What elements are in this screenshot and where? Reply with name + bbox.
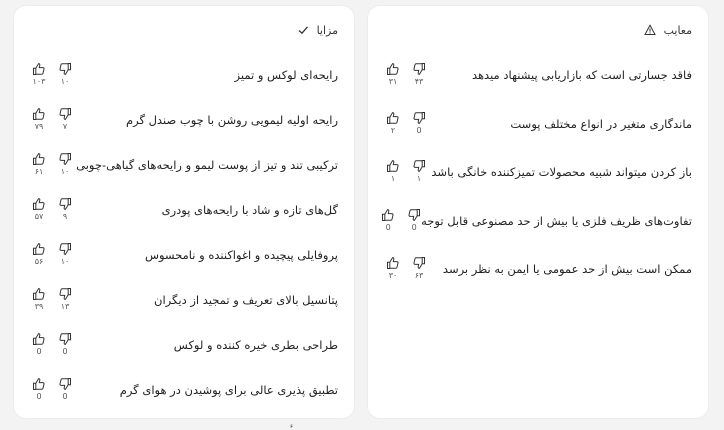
dislike-count: ۷: [62, 122, 68, 131]
like-count: ۷۹: [34, 122, 44, 131]
dislike-count: ۱۰: [60, 167, 70, 176]
like-vote[interactable]: [32, 332, 46, 356]
cons-title: معایب: [663, 23, 692, 37]
thumbs-down-icon[interactable]: [58, 332, 72, 346]
vote-group: [32, 332, 72, 356]
like-vote[interactable]: [32, 107, 46, 131]
like-vote[interactable]: [386, 159, 400, 183]
thumbs-up-icon[interactable]: [386, 111, 400, 125]
thumbs-down-icon[interactable]: [58, 242, 72, 256]
thumbs-down-icon[interactable]: [58, 377, 72, 391]
dislike-count: 0: [411, 222, 417, 232]
thumbs-down-icon[interactable]: [58, 62, 72, 76]
thumbs-down-icon[interactable]: [58, 197, 72, 211]
pros-list: [30, 62, 338, 422]
like-vote[interactable]: [32, 377, 46, 401]
dislike-vote[interactable]: [412, 111, 426, 135]
pros-item-text: گل‌های تازه و شاد با رایحه‌های پودری: [161, 203, 338, 217]
like-count: 0: [36, 347, 42, 356]
dislike-vote[interactable]: [58, 197, 72, 221]
thumbs-down-icon[interactable]: [412, 62, 426, 76]
dislike-count: 0: [416, 125, 422, 135]
pros-header: [30, 20, 338, 40]
dislike-vote[interactable]: [407, 208, 421, 232]
like-count: ۲: [390, 125, 396, 135]
like-vote[interactable]: [386, 256, 400, 280]
dislike-count: ۱: [416, 174, 422, 183]
like-count: 0: [385, 222, 391, 232]
like-count: ۳۰: [388, 271, 398, 280]
thumbs-down-icon[interactable]: [58, 287, 72, 301]
thumbs-up-icon[interactable]: [32, 242, 46, 256]
thumbs-up-icon[interactable]: [32, 107, 46, 121]
vote-group: [32, 377, 72, 401]
vote-group: [386, 256, 426, 280]
like-vote[interactable]: [381, 208, 395, 232]
like-count: ۶۱: [34, 167, 44, 176]
pros-item: [30, 62, 338, 107]
vote-group: [32, 197, 72, 221]
pros-item-text: پروفایلی پیچیده و اغواکننده و نامحسوس: [144, 248, 338, 262]
pros-item: [30, 332, 338, 377]
dislike-vote[interactable]: [58, 152, 72, 176]
like-count: ۳۹: [34, 302, 44, 311]
like-count: ۵۷: [34, 212, 44, 221]
vote-group: [381, 208, 421, 232]
vote-group: [32, 152, 72, 176]
cons-item: [384, 111, 692, 160]
check-icon: [297, 24, 309, 36]
like-count: ۱۰۳: [32, 77, 46, 86]
like-vote[interactable]: [386, 62, 400, 86]
dislike-vote[interactable]: [58, 287, 72, 311]
cons-item: [384, 208, 692, 257]
dislike-vote[interactable]: [412, 62, 426, 86]
pros-item-text: پتانسیل بالای تعریف و تمجید از دیگران: [154, 293, 338, 307]
cons-item-text: ماندگاری متغیر در انواع مختلف پوست: [510, 116, 692, 131]
cons-item: [384, 256, 692, 305]
vote-group: [386, 111, 426, 135]
cons-list: [384, 62, 692, 305]
dislike-count: ۱۳: [60, 302, 70, 311]
dislike-vote[interactable]: [412, 256, 426, 280]
pros-card: [14, 6, 354, 418]
vote-group: [386, 62, 426, 86]
thumbs-down-icon[interactable]: [58, 107, 72, 121]
thumbs-down-icon[interactable]: [412, 111, 426, 125]
thumbs-up-icon[interactable]: [386, 256, 400, 270]
thumbs-up-icon[interactable]: [32, 377, 46, 391]
like-count: ۳۱: [388, 77, 398, 86]
dislike-count: 0: [62, 347, 68, 356]
pros-title: مزایا: [316, 23, 338, 37]
like-vote[interactable]: [32, 197, 46, 221]
like-vote[interactable]: [386, 111, 400, 135]
thumbs-up-icon[interactable]: [32, 152, 46, 166]
cons-item-text: تفاوت‌های ظریف فلزی یا بیش از حد مصنوعی قابل توجه: [421, 213, 692, 228]
footnote: ء: [290, 422, 294, 430]
vote-group: [32, 242, 72, 266]
cons-item: [384, 62, 692, 111]
vote-group: [386, 159, 426, 183]
thumbs-up-icon[interactable]: [32, 197, 46, 211]
cons-card: [368, 6, 708, 418]
like-count: ۱: [390, 174, 396, 183]
thumbs-up-icon[interactable]: [32, 287, 46, 301]
like-count: ۵۶: [34, 257, 44, 266]
pros-item: [30, 152, 338, 197]
cons-item-text: فاقد جسارتی است که بازاریابی پیشنهاد میدهد: [471, 68, 692, 82]
dislike-vote[interactable]: [58, 332, 72, 356]
vote-group: [32, 287, 72, 311]
pros-item: [30, 107, 338, 152]
dislike-count: ۱۰: [60, 77, 70, 86]
thumbs-up-icon[interactable]: [386, 159, 400, 173]
dislike-vote[interactable]: [58, 62, 72, 86]
thumbs-up-icon[interactable]: [386, 62, 400, 76]
pros-item: [30, 287, 338, 332]
warning-icon: [644, 24, 656, 36]
vote-group: [32, 107, 72, 131]
dislike-vote[interactable]: [58, 242, 72, 266]
like-vote[interactable]: [32, 152, 46, 176]
dislike-count: ۹: [62, 212, 68, 221]
thumbs-down-icon[interactable]: [58, 152, 72, 166]
pros-item-text: رایحه اولیه لیمویی روشن با چوب صندل گرم: [125, 113, 338, 127]
thumbs-down-icon[interactable]: [407, 208, 421, 222]
pros-item: [30, 197, 338, 242]
like-vote[interactable]: [32, 62, 46, 86]
pros-item-text: ترکیبی تند و تیز از پوست لیمو و رایحه‌های گیاهی-چوبی: [76, 158, 338, 172]
vote-group: [32, 62, 72, 86]
cons-item-text: باز کردن میتواند شبیه محصولات تمیزکننده خانگی باشد: [431, 165, 692, 179]
like-vote[interactable]: [32, 242, 46, 266]
pros-item: [30, 242, 338, 287]
cons-header: [384, 20, 692, 40]
pros-item: [30, 377, 338, 422]
pros-item-text: رایحه‌ای لوکس و تمیز: [234, 68, 338, 82]
thumbs-up-icon[interactable]: [381, 208, 395, 222]
thumbs-up-icon[interactable]: [32, 332, 46, 346]
thumbs-down-icon[interactable]: [412, 159, 426, 173]
cons-item-text: ممکن است بیش از حد عمومی یا ایمن به نظر برسد: [442, 262, 692, 276]
dislike-count: ۴۳: [414, 77, 424, 86]
cons-item: [384, 159, 692, 208]
thumbs-up-icon[interactable]: [32, 62, 46, 76]
dislike-count: ۱۰: [60, 257, 70, 266]
like-count: 0: [36, 392, 42, 401]
like-vote[interactable]: [32, 287, 46, 311]
dislike-vote[interactable]: [58, 377, 72, 401]
thumbs-down-icon[interactable]: [412, 256, 426, 270]
dislike-vote[interactable]: [58, 107, 72, 131]
dislike-vote[interactable]: [412, 159, 426, 183]
pros-item-text: تطبیق پذیری عالی برای پوشیدن در هوای گرم: [119, 383, 338, 397]
dislike-count: ۶۳: [414, 271, 424, 280]
pros-item-text: طراحی بطری خیره کننده و لوکس: [173, 338, 338, 352]
dislike-count: 0: [62, 392, 68, 401]
